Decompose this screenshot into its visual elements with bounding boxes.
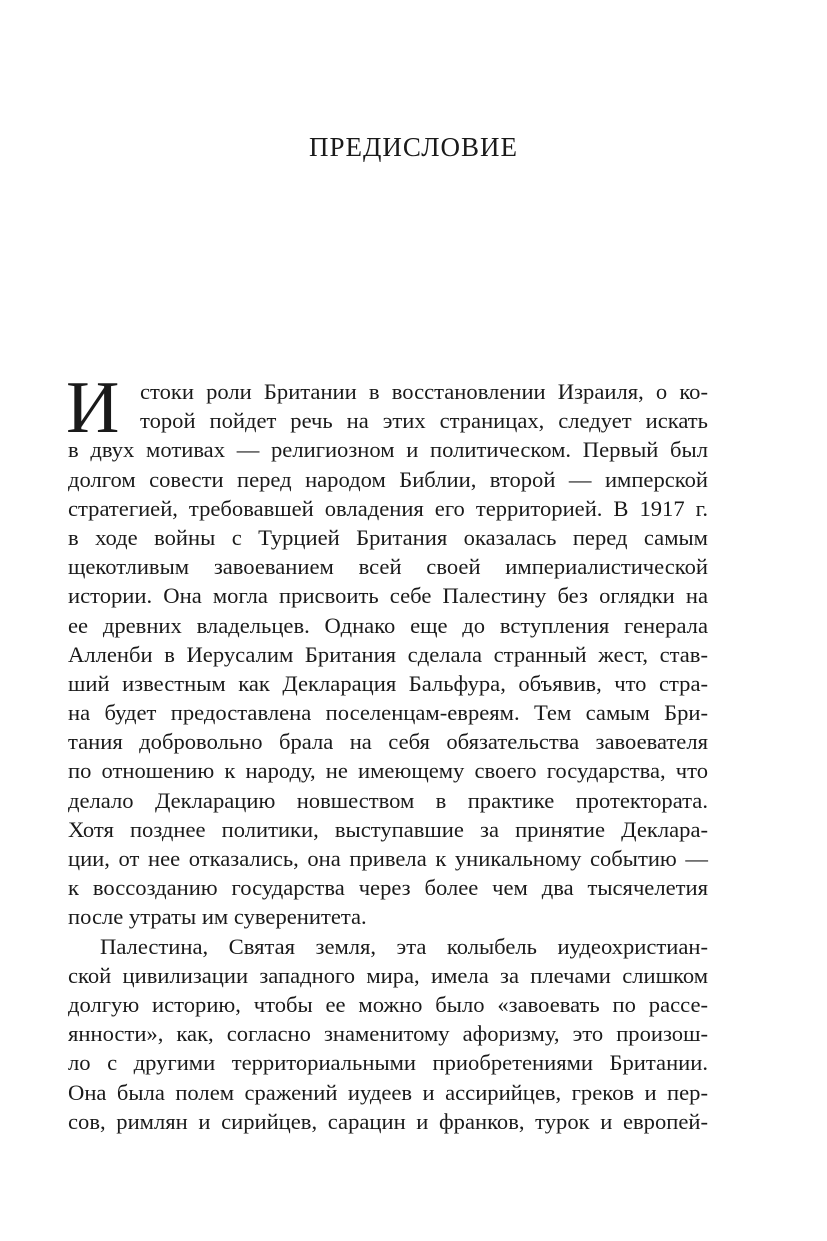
- text-line: после утраты им суверенитета.: [68, 904, 367, 930]
- text-line: в ходе войны с Турцией Британия оказалась перед самым: [68, 524, 708, 550]
- chapter-title: ПРЕДИСЛОВИЕ: [308, 132, 519, 162]
- text-line: истории. Она могла присвоить себе Палестину без оглядки на: [68, 583, 708, 609]
- text-line: Алленби в Иерусалим Британия сделала странный жест, став-: [68, 641, 708, 667]
- text-line: ее древних владельцев. Однако еще до вступления генерала: [68, 612, 708, 638]
- paragraph-2: [68, 932, 708, 1136]
- text-line: сов, римлян и сирийцев, сарацин и франков, турок и европей-: [68, 1108, 708, 1134]
- text-line: Палестина, Святая земля, эта колыбель иудеохристиан-: [100, 933, 708, 959]
- text-line: стратегией, требовавшей овладения его территорией. В 1917 г.: [68, 495, 708, 521]
- text-line: по отношению к народу, не имеющему своего государства, что: [68, 758, 708, 784]
- paragraph-1: [66, 367, 708, 932]
- drop-cap: И: [66, 367, 120, 449]
- text-line: торой пойдет речь на этих страницах, следует искать: [140, 408, 708, 434]
- text-line: щекотливым завоеванием всей своей империалистической: [68, 554, 708, 580]
- text-line: янности», как, согласно знаменитому афоризму, это произош-: [68, 1021, 708, 1047]
- text-line: долгую историю, чтобы ее можно было «завоевать по рассе-: [68, 991, 708, 1017]
- text-line: на будет предоставлена поселенцам-евреям. Тем самым Бри-: [68, 700, 708, 726]
- text-line: Хотя позднее политики, выступавшие за принятие Деклара-: [68, 816, 708, 842]
- text-line: тания добровольно брала на себя обязательства завоевателя: [68, 729, 708, 755]
- text-line: долгом совести перед народом Библии, второй — имперской: [68, 466, 708, 492]
- text-line: ло с другими территориальными приобретениями Британии.: [68, 1050, 708, 1076]
- text-line: ции, от нее отказались, она привела к уникальному событию —: [68, 846, 708, 871]
- text-line: Она была полем сражений иудеев и ассирийцев, греков и пер-: [68, 1079, 708, 1105]
- text-line: делало Декларацию новшеством в практике протектората.: [68, 787, 708, 813]
- text-line: к воссозданию государства через более чем два тысячелетия: [68, 875, 708, 901]
- text-line: ской цивилизации западного мира, имела за плечами слишком: [68, 962, 708, 988]
- text-line: в двух мотивах — религиозном и политическом. Первый был: [68, 437, 708, 463]
- body-text: [66, 367, 708, 1136]
- text-line: ший известным как Декларация Бальфура, объявив, что стра-: [68, 670, 708, 696]
- text-line: стоки роли Британии в восстановлении Израиля, о ко-: [140, 379, 708, 404]
